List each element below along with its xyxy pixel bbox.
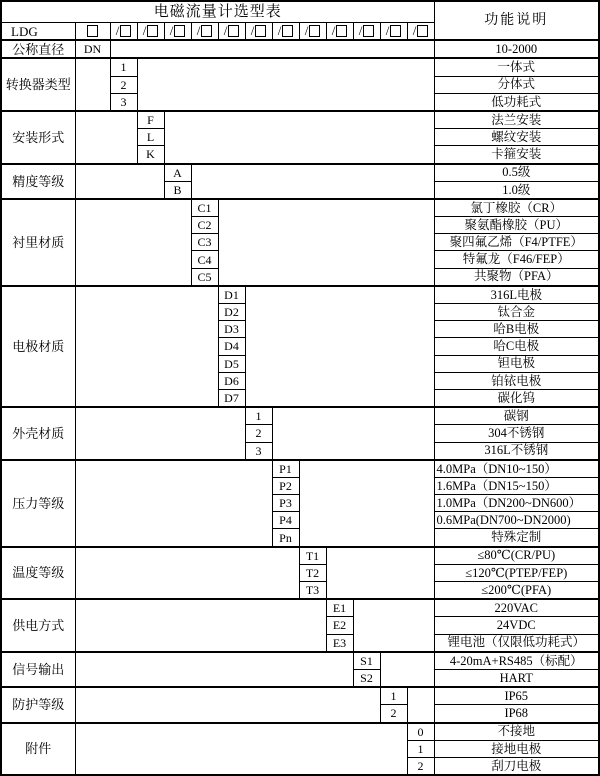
description-cell: ≤120℃(PTEP/FEP) xyxy=(434,564,599,581)
description-cell: 碳钢 xyxy=(434,407,599,425)
page-title: 电磁流量计选型表 xyxy=(1,1,434,23)
option-row xyxy=(1,547,599,565)
option-row xyxy=(1,599,599,617)
spacer-cell xyxy=(75,164,164,199)
description-cell: 碳化钨 xyxy=(434,389,599,407)
option-row xyxy=(1,199,599,217)
slot-slash: / xyxy=(385,23,390,39)
code-cell: 2 xyxy=(245,425,272,442)
option-row xyxy=(1,286,599,304)
code-cell: 1 xyxy=(245,407,272,425)
code-cell: C4 xyxy=(191,251,218,268)
description-cell: 低功耗式 xyxy=(434,93,599,111)
code-cell: P3 xyxy=(272,495,299,512)
model-slot xyxy=(353,23,380,41)
code-cell: F xyxy=(137,111,164,129)
category-label: 附件 xyxy=(1,723,75,776)
description-cell: 10-2000 xyxy=(434,40,599,58)
code-cell: P2 xyxy=(272,477,299,494)
option-row xyxy=(1,111,599,129)
code-cell: D5 xyxy=(218,355,245,372)
slot-slash: / xyxy=(358,23,363,39)
code-cell: C1 xyxy=(191,199,218,217)
spacer-cell xyxy=(164,111,434,164)
spacer-cell xyxy=(191,164,434,199)
description-cell: 316L电极 xyxy=(434,286,599,304)
slot-slash: / xyxy=(304,23,309,39)
code-cell: D2 xyxy=(218,304,245,321)
code-cell: S2 xyxy=(353,669,380,687)
description-cell: 哈C电极 xyxy=(434,338,599,355)
description-cell: 特氟龙（F46/FEP） xyxy=(434,251,599,268)
description-cell: 接地电极 xyxy=(434,740,599,757)
description-cell: 分体式 xyxy=(434,76,599,93)
code-cell: T1 xyxy=(299,547,326,565)
spacer-cell xyxy=(75,599,326,652)
description-cell: 0.6MPa(DN700~DN2000) xyxy=(434,512,599,529)
code-cell: 1 xyxy=(380,687,407,705)
category-label: 温度等级 xyxy=(1,547,75,600)
checkbox-outline-icon xyxy=(174,25,185,37)
slot-slash: / xyxy=(250,23,255,39)
checkbox-outline-icon xyxy=(390,25,401,37)
description-cell: 304不锈钢 xyxy=(434,425,599,442)
description-cell: IP65 xyxy=(434,687,599,705)
code-cell: D4 xyxy=(218,338,245,355)
option-row xyxy=(1,723,599,741)
code-cell: 2 xyxy=(380,705,407,723)
slot-slash: / xyxy=(169,23,174,39)
spacer-cell xyxy=(245,286,434,407)
checkbox-outline-icon xyxy=(363,25,374,37)
option-row xyxy=(1,687,599,705)
description-cell: 0.5级 xyxy=(434,164,599,182)
spacer-cell xyxy=(75,286,218,407)
description-cell: 铂铱电极 xyxy=(434,372,599,389)
spacer-cell xyxy=(272,407,434,460)
model-slot xyxy=(326,23,353,41)
description-cell: 共聚物（PFA） xyxy=(434,268,599,286)
code-cell: D6 xyxy=(218,372,245,389)
spacer-cell xyxy=(299,460,434,547)
description-cell: 哈B电极 xyxy=(434,321,599,338)
description-cell: 刮刀电极 xyxy=(434,757,599,775)
description-cell: 钽电极 xyxy=(434,355,599,372)
model-slot xyxy=(75,23,110,41)
code-cell: 1 xyxy=(110,58,137,76)
code-cell: L xyxy=(137,129,164,146)
model-slot xyxy=(164,23,191,41)
spacer-cell xyxy=(75,547,299,600)
slot-slash: / xyxy=(412,23,417,39)
code-cell: 1 xyxy=(407,740,434,757)
description-cell: HART xyxy=(434,669,599,687)
spacer-cell xyxy=(380,652,434,687)
option-row xyxy=(1,460,599,478)
checkbox-outline-icon xyxy=(201,25,212,37)
spacer-cell xyxy=(75,199,191,286)
slot-slash: / xyxy=(196,23,201,39)
slot-slash: / xyxy=(142,23,147,39)
category-label: 供电方式 xyxy=(1,599,75,652)
category-label: 压力等级 xyxy=(1,460,75,547)
spacer-cell xyxy=(407,687,434,722)
checkbox-outline-icon xyxy=(147,25,158,37)
spacer-cell xyxy=(110,40,434,58)
option-row xyxy=(1,58,599,76)
checkbox-outline-icon xyxy=(255,25,266,37)
description-cell: 卡箍安装 xyxy=(434,146,599,164)
code-cell: 0 xyxy=(407,723,434,741)
code-cell: Pn xyxy=(272,529,299,547)
spacer-cell xyxy=(326,547,434,600)
code-cell: DN xyxy=(75,40,110,58)
spacer-cell xyxy=(75,407,245,460)
description-cell: 螺纹安装 xyxy=(434,129,599,146)
code-cell: 3 xyxy=(110,93,137,111)
code-cell: T3 xyxy=(299,582,326,600)
code-cell: K xyxy=(137,146,164,164)
table-body xyxy=(1,1,599,775)
code-cell: D1 xyxy=(218,286,245,304)
description-cell: 聚四氟乙烯（F4/PTFE） xyxy=(434,234,599,251)
code-cell: P4 xyxy=(272,512,299,529)
category-label: 电极材质 xyxy=(1,286,75,407)
description-cell: 聚氨酯橡胶（PU） xyxy=(434,217,599,234)
model-slot xyxy=(191,23,218,41)
slot-slash: / xyxy=(223,23,228,39)
category-label: 公称直径 xyxy=(1,40,75,58)
code-cell: E1 xyxy=(326,599,353,617)
model-slot xyxy=(272,23,299,41)
checkbox-outline-icon xyxy=(282,25,293,37)
code-cell: 2 xyxy=(110,76,137,93)
category-label: 安装形式 xyxy=(1,111,75,164)
spacer-cell xyxy=(75,652,353,687)
option-row xyxy=(1,407,599,425)
description-cell: 特殊定制 xyxy=(434,529,599,547)
spacer-cell xyxy=(137,58,434,111)
description-cell: 氯丁橡胶（CR） xyxy=(434,199,599,217)
description-cell: 1.0MPa（DN200~DN600） xyxy=(434,495,599,512)
code-cell: S1 xyxy=(353,652,380,670)
model-slot xyxy=(407,23,434,41)
checkbox-outline-icon xyxy=(120,25,131,37)
option-row xyxy=(1,164,599,182)
category-label: 转换器类型 xyxy=(1,58,75,111)
code-cell: E2 xyxy=(326,617,353,634)
code-cell: C2 xyxy=(191,217,218,234)
code-cell: D7 xyxy=(218,389,245,407)
code-cell: P1 xyxy=(272,460,299,478)
spacer-cell xyxy=(75,460,272,547)
description-cell: 4-20mA+RS485（标配） xyxy=(434,652,599,670)
option-row xyxy=(1,652,599,670)
spacer-cell xyxy=(75,111,137,164)
description-cell: 法兰安装 xyxy=(434,111,599,129)
description-cell: 锂电池（仅限低功耗式） xyxy=(434,634,599,652)
spacer-cell xyxy=(75,723,407,776)
slot-slash: / xyxy=(277,23,282,39)
slot-slash: / xyxy=(115,23,120,39)
description-cell: 1.0级 xyxy=(434,181,599,199)
code-cell: D3 xyxy=(218,321,245,338)
model-slot xyxy=(299,23,326,41)
description-cell: 220VAC xyxy=(434,599,599,617)
category-label: 外壳材质 xyxy=(1,407,75,460)
category-label: 信号输出 xyxy=(1,652,75,687)
slot-slash: / xyxy=(331,23,336,39)
spacer-cell xyxy=(75,58,110,111)
description-cell: ≤200℃(PFA) xyxy=(434,582,599,600)
code-cell: C3 xyxy=(191,234,218,251)
spacer-cell xyxy=(75,687,380,722)
description-cell: 1.6MPa（DN15~150） xyxy=(434,477,599,494)
model-slot xyxy=(245,23,272,41)
spacer-cell xyxy=(353,599,434,652)
function-column-header: 功能说明 xyxy=(434,1,599,40)
model-prefix: LDG xyxy=(1,23,75,41)
spacer-cell xyxy=(218,199,434,286)
code-cell: A xyxy=(164,164,191,182)
description-cell: ≤80℃(CR/PU) xyxy=(434,547,599,565)
checkbox-outline-icon xyxy=(228,25,239,37)
category-label: 防护等级 xyxy=(1,687,75,722)
model-slot xyxy=(137,23,164,41)
description-cell: 316L不锈钢 xyxy=(434,442,599,460)
description-cell: IP68 xyxy=(434,705,599,723)
title-row xyxy=(1,1,599,23)
code-cell: T2 xyxy=(299,564,326,581)
checkbox-outline-icon xyxy=(336,25,347,37)
category-label: 衬里材质 xyxy=(1,199,75,286)
description-cell: 一体式 xyxy=(434,58,599,76)
checkbox-outline-icon xyxy=(417,25,428,37)
description-cell: 钛合金 xyxy=(434,304,599,321)
model-slot xyxy=(218,23,245,41)
category-label: 精度等级 xyxy=(1,164,75,199)
code-cell: 3 xyxy=(245,442,272,460)
checkbox-outline-icon xyxy=(87,25,98,37)
option-row xyxy=(1,40,599,58)
code-cell: B xyxy=(164,181,191,199)
model-slot xyxy=(110,23,137,41)
code-cell: 2 xyxy=(407,757,434,775)
code-cell: E3 xyxy=(326,634,353,652)
description-cell: 不接地 xyxy=(434,723,599,741)
description-cell: 24VDC xyxy=(434,617,599,634)
model-slot xyxy=(380,23,407,41)
description-cell: 4.0MPa（DN10~150） xyxy=(434,460,599,478)
checkbox-outline-icon xyxy=(309,25,320,37)
code-cell: C5 xyxy=(191,268,218,286)
